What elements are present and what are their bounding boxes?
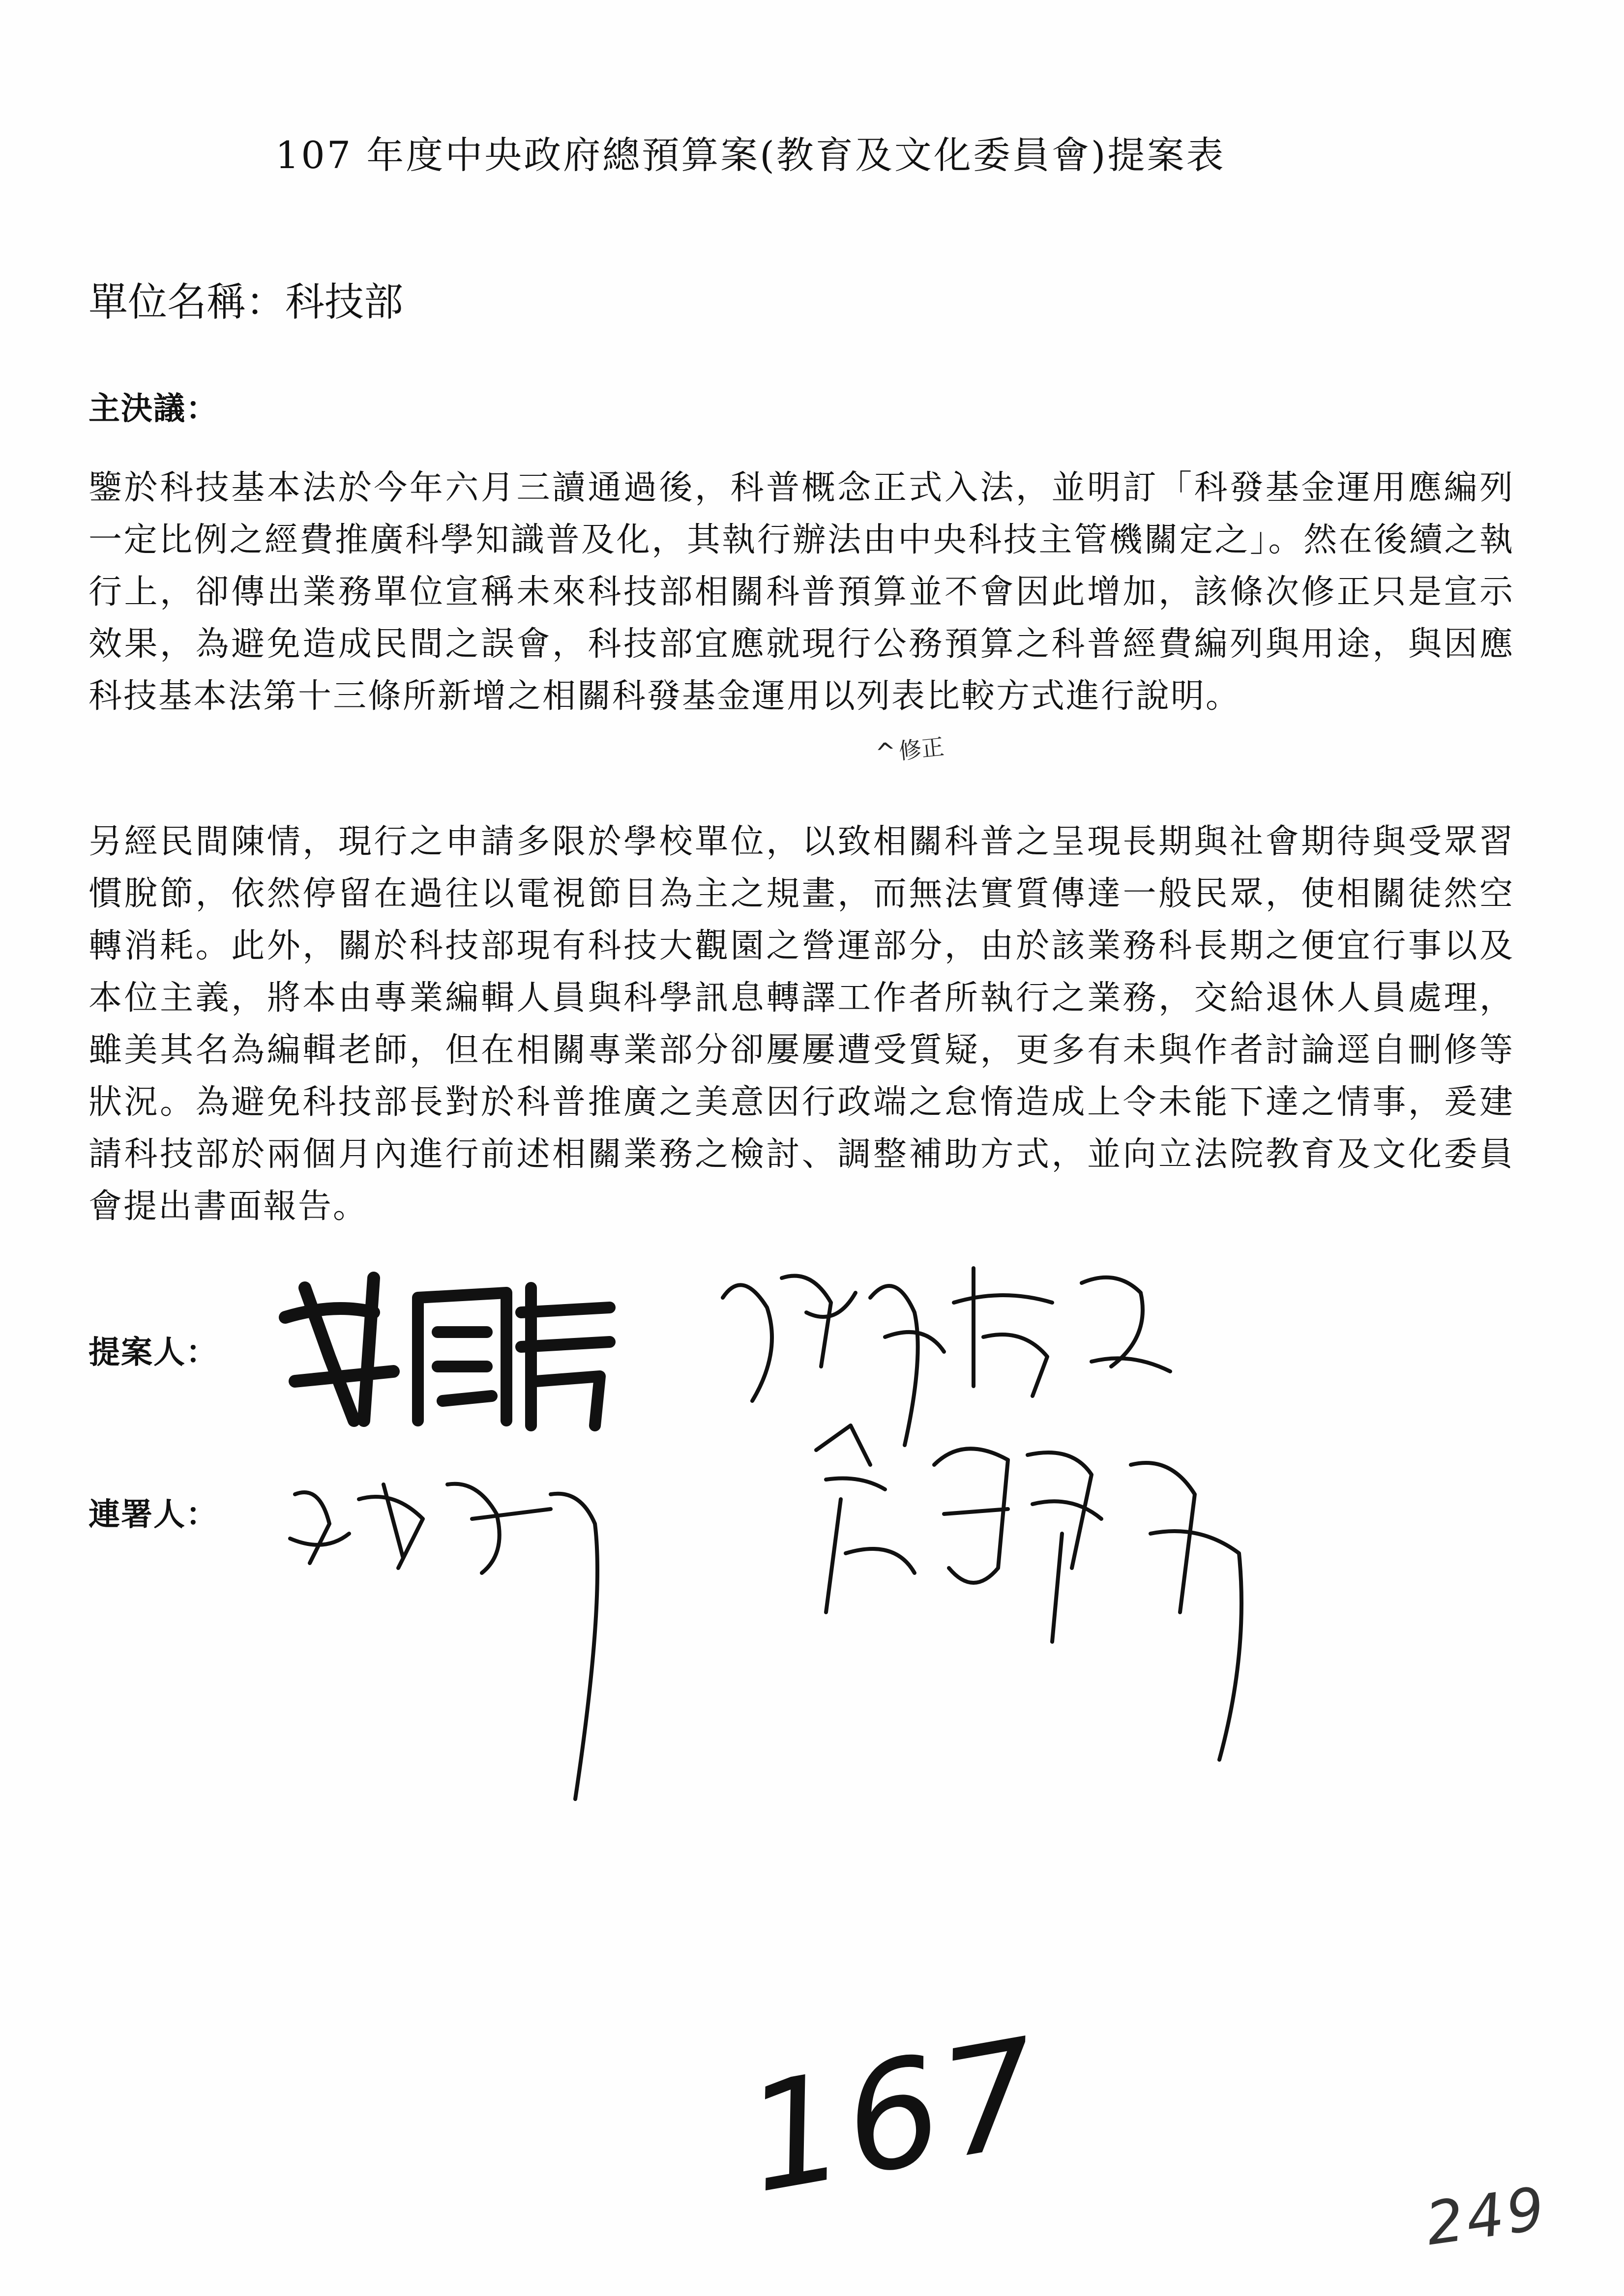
cosigner-label: 連署人： — [89, 1496, 218, 1533]
document-title: 107 年度中央政府總預算案(教育及文化委員會)提案表 — [275, 133, 1226, 177]
resolution-paragraph-1: 鑒於科技基本法於今年六月三讀通過後，科普概念正式入法，並明訂「科發基金運用應編列一定比例之經費推廣科學知識普及化，其執行辦法由中央科技主管機關定之」。然在後續之執行上，卻傳出業務單位宣稱未來科技部相關科普預算並不會因此增加，該條次修正只是宣示效果，為避免造成民間之誤會，科技部宜應就現行公務預算之科普經費編列與用途，與因應科技基本法第十三條所新增之相關科發基金運用以列表比較方式進行說明。 — [89, 468, 1514, 716]
unit-name-line: 單位名稱：科技部 — [89, 279, 403, 325]
proposer-label: 提案人： — [89, 1334, 218, 1371]
cosigner-signature-2 — [797, 1406, 1288, 1779]
resolution-paragraph-2: 另經民間陳情，現行之申請多限於學校單位，以致相關科普之呈現長期與社會期待與受眾習慣脫節，依然停留在過往以電視節目為主之規畫，而無法實質傳達一般民眾，使相關徒然空轉消耗。此外，關於科技部現有科技大觀園之營運部分，由於該業務科長期之便宜行事以及本位主義，將本由專業編輯人員與科學訊息轉譯工作者所執行之業務，交給退休人員處理，雖美其名為編輯老師，但在相關專業部分卻屢屢遭受質疑，更多有未與作者討論逕自刪修等狀況。為避免科技部長對於科普推廣之美意因行政端之怠惰造成上令未能下達之情事，爰建請科技部於兩個月內進行前述相關業務之檢討、調整補助方式，並向立法院教育及文化委員會提出書面報告。 — [89, 822, 1514, 1226]
resolution-heading: 主決議： — [89, 390, 218, 427]
handwritten-sheet-number: 249 — [1421, 2174, 1552, 2259]
cosigner-signature-1 — [275, 1455, 620, 1809]
handwritten-page-number: 167 — [735, 2005, 1057, 2226]
insertion-caret-icon: ^ — [874, 737, 898, 768]
handwritten-correction-mark — [874, 729, 945, 768]
proposer-signature-1 — [275, 1258, 620, 1445]
correction-note: 修正 — [897, 733, 945, 765]
